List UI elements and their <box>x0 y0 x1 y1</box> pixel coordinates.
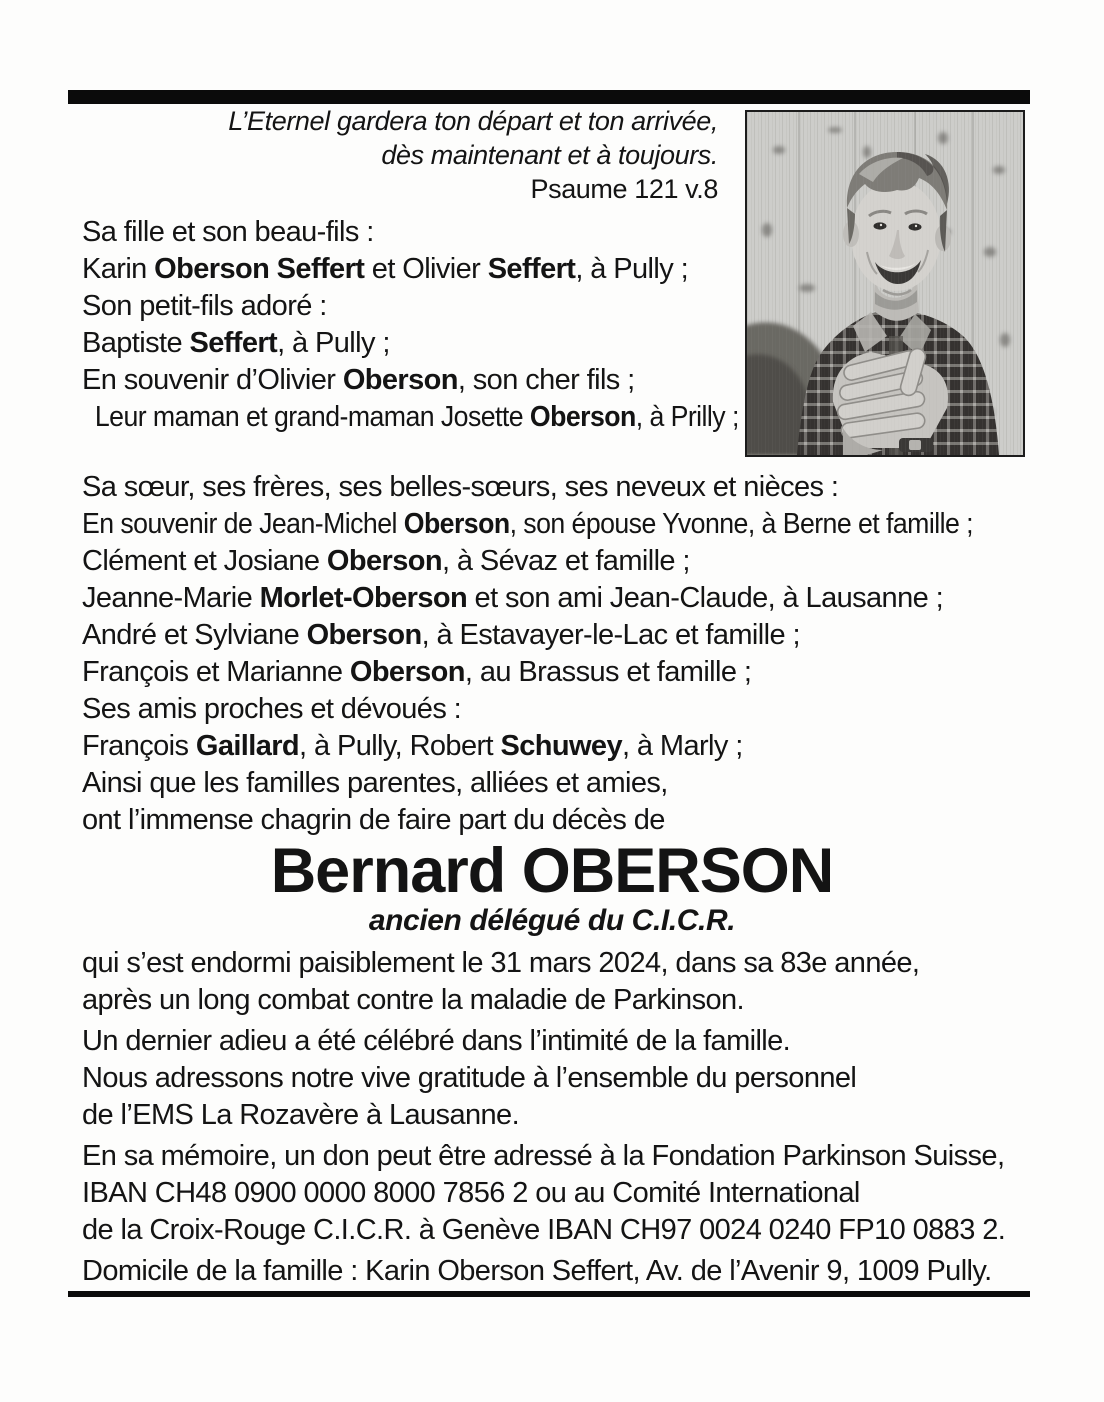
immediate-family-block <box>82 214 1022 436</box>
farewell-statement: Un dernier adieu a été célébré dans l’intimité de la famille. Nous adressons notre vive gratitude à l’ensemble du personnel de l’EMS La Rozavère à Lausanne. <box>82 1025 857 1131</box>
obituary-content <box>82 104 1022 1290</box>
family-line: François Gaillard, à Pully, Robert Schuwey, à Marly ; <box>82 730 743 762</box>
family-line: François et Marianne Oberson, au Brassus et famille ; <box>82 656 752 688</box>
deceased-name: Bernard OBERSON <box>270 836 834 906</box>
family-line: Baptiste Seffert, à Pully ; <box>82 327 390 359</box>
bottom-divider <box>68 1291 1030 1297</box>
family-line: André et Sylviane Oberson, à Estavayer-le-Lac et famille ; <box>82 619 800 651</box>
family-line: Leur maman et grand-maman Josette Oberson, à Prilly ; <box>94 401 739 433</box>
family-line: En souvenir de Jean-Michel Oberson, son épouse Yvonne, à Berne et famille ; <box>82 508 973 540</box>
family-line: Ainsi que les familles parentes, alliées et amies, <box>82 767 668 799</box>
death-statement: qui s’est endormi paisiblement le 31 mars 2024, dans sa 83e année, après un long combat contre la maladie de Parkinson. <box>82 947 920 1016</box>
family-line: Sa sœur, ses frères, ses belles-sœurs, ses neveux et nièces : <box>82 471 839 503</box>
family-line: Sa fille et son beau-fils : <box>82 216 374 248</box>
family-line: Son petit-fils adoré : <box>82 290 327 322</box>
family-address: Domicile de la famille : Karin Oberson Seffert, Av. de l’Avenir 9, 1009 Pully. <box>82 1255 992 1287</box>
deceased-role: ancien délégué du C.I.C.R. <box>368 904 736 937</box>
quote-line-2: dès maintenant et à toujours. <box>381 140 718 170</box>
top-divider <box>68 90 1030 104</box>
donation-info: En sa mémoire, un don peut être adressé à la Fondation Parkinson Suisse, IBAN CH48 0900 0000 8000 7856 2 ou au Comité International de la Croix-Rouge C.I.C.R. à Genève IBAN CH97 0024 0240 FP10 0883 2. <box>82 1140 1006 1246</box>
family-line: ont l’immense chagrin de faire part du décès de <box>82 804 665 836</box>
quote-reference: Psaume 121 v.8 <box>530 174 718 204</box>
family-line: En souvenir d’Olivier Oberson, son cher fils ; <box>82 364 635 396</box>
family-line: Karin Oberson Seffert et Olivier Seffert, à Pully ; <box>82 253 689 285</box>
extended-family-block <box>82 469 1022 839</box>
family-line: Jeanne-Marie Morlet-Oberson et son ami Jean-Claude, à Lausanne ; <box>82 582 944 614</box>
scripture-quote <box>82 104 718 206</box>
quote-line-1: L’Eternel gardera ton départ et ton arrivée, <box>228 106 718 136</box>
family-line: Clément et Josiane Oberson, à Sévaz et famille ; <box>82 545 690 577</box>
family-line: Ses amis proches et dévoués : <box>82 693 462 725</box>
